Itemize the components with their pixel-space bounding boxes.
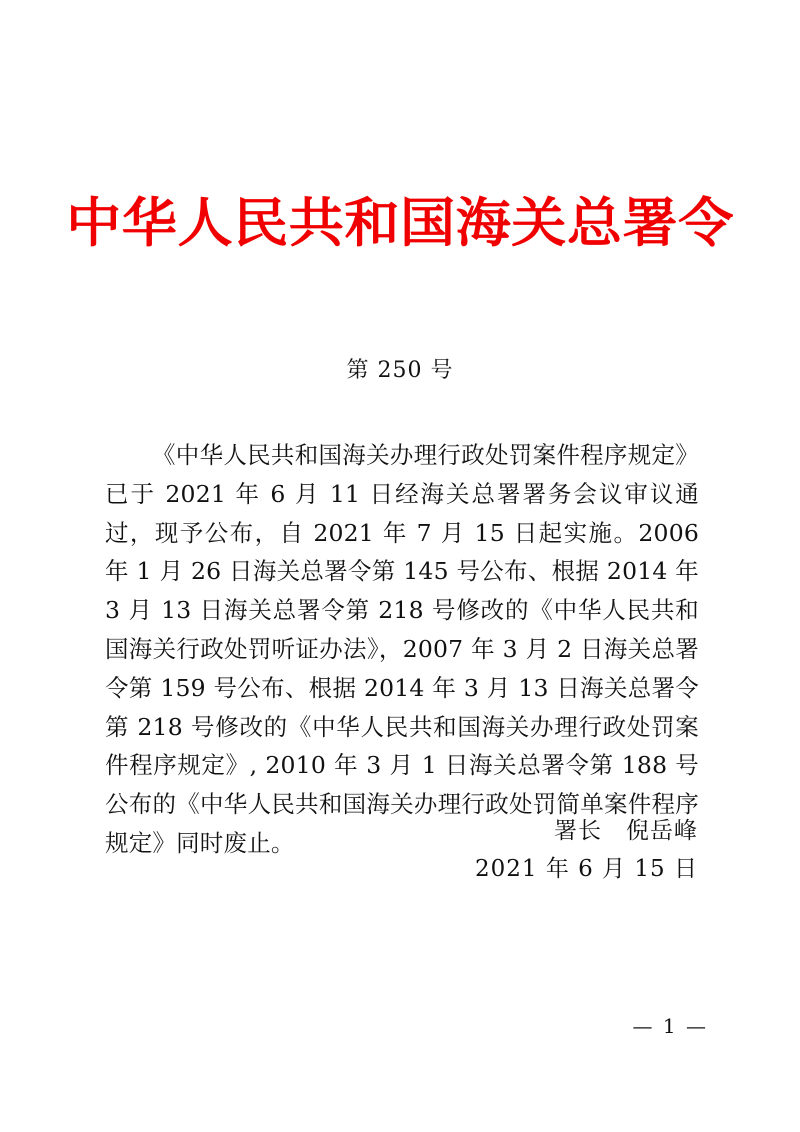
page-footer [0,1012,800,1040]
signatory: 署长 倪岳峰 [554,818,698,844]
signature-block [0,812,800,888]
decree-title: 中华人民共和国海关总署令 [66,192,734,254]
body-block [105,436,699,863]
page-number: — 1 — [632,1014,708,1038]
signature-date: 2021 年 6 月 15 日 [475,856,698,882]
body-paragraph: 《中华人民共和国海关办理行政处罚案件程序规定》已于 2021 年 6 月 11 日经海关总署署务会议审议通过，现予公布，自 2021 年 7 月 15 日起实施。2006 年 1 月 26 日海关总署令第 145 号公布、根据 2014 年 3 月 13 日海关总署令第 218 号修改的《中华人民共和国海关行政处罚听证办法》，2007 年 3 月 2 日海关总署令第 159 号公布、根据 2014 年 3 月 13 日海关总署令第 218 号修改的《中华人民共和国海关办理行政处罚案件程序规定》, 2010 年 3 月 1 日海关总署令第 188 号公布的《中华人民共和国海关办理行政处罚简单案件程序规定》同时废止。 [105,441,699,857]
masthead [0,192,800,254]
order-number: 第 250 号 [346,358,454,383]
